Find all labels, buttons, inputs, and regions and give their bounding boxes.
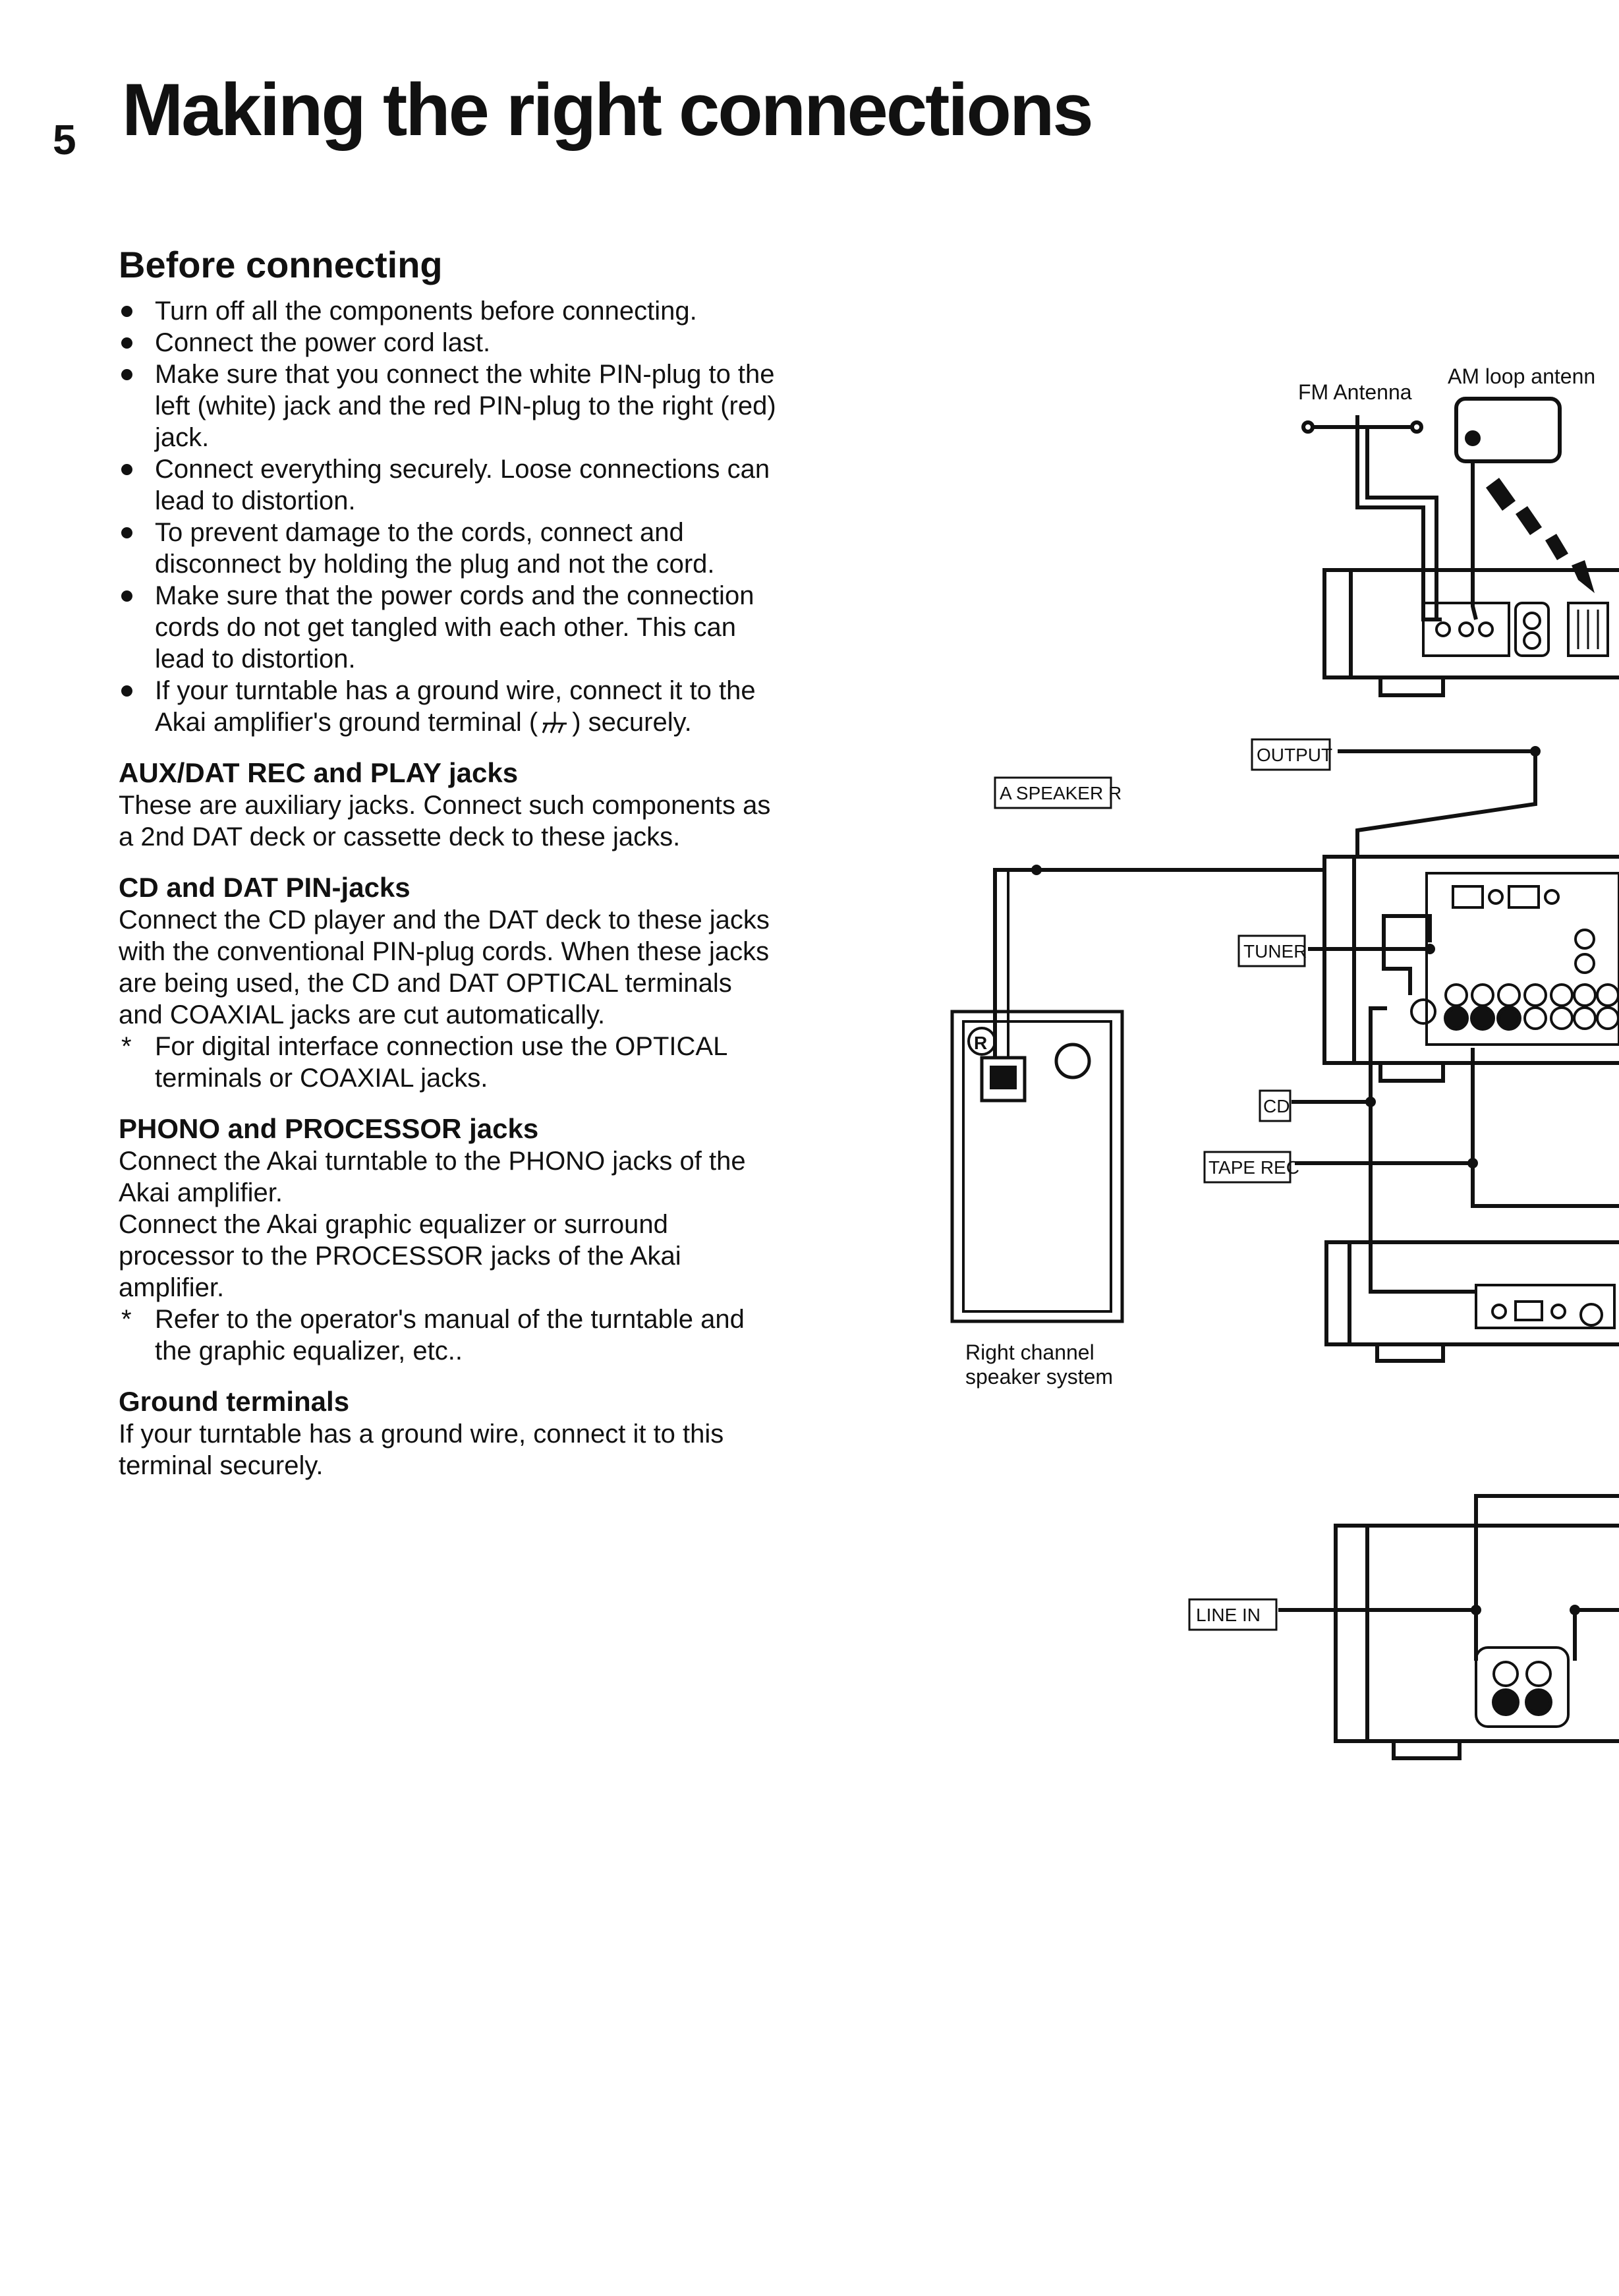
heading-ground-terminals: Ground terminals [119, 1386, 350, 1417]
bullet-item: Connect everything securely. Loose connections can lead to distortion. [119, 453, 778, 517]
heading-aux-dat: AUX/DAT REC and PLAY jacks [119, 757, 519, 788]
page-title: Making the right connections [122, 69, 1092, 151]
paragraph-ground-terminals: If your turntable has a ground wire, connect it to this terminal securely. [119, 1420, 724, 1480]
speaker-terminal-label: A SPEAKER R [1000, 783, 1122, 803]
cd-cable [1292, 1008, 1387, 1102]
heading-cd-dat: CD and DAT PIN-jacks [119, 872, 411, 903]
speaker-r-mark: R [974, 1033, 988, 1053]
am-antenna-label: AM loop antenn [1448, 364, 1596, 388]
bullet-item: To prevent damage to the cords, connect and disconnect by holding the plug and not the cord. [119, 517, 778, 580]
tape-rec-label: TAPE REC [1208, 1157, 1299, 1178]
paragraph-processor: Connect the Akai graphic equalizer or surround processor to the PROCESSOR jacks of the Akai amplifier. [119, 1210, 681, 1302]
paragraph-aux-dat: These are auxiliary jacks. Connect such components as a 2nd DAT deck or cassette deck to these jacks. [119, 791, 771, 851]
page-number: 5 [53, 116, 76, 163]
bullet-item: Make sure that the power cords and the connection cords do not get tangled with each other. This can lead to distortion. [119, 580, 778, 675]
paragraph-cd-dat: Connect the CD player and the DAT deck to these jacks with the conventional PIN-plug cords. When these jacks are being used, the CD and DAT OPTICAL terminals and COAXIAL jacks are cut automatically. [119, 905, 770, 1029]
fm-antenna-label: FM Antenna [1298, 380, 1412, 404]
output-label: OUTPUT [1257, 745, 1333, 765]
line-in-label: LINE IN [1196, 1605, 1261, 1625]
cd-label: CD [1263, 1096, 1290, 1116]
ground-bullet-text-before: If your turntable has a ground wire, connect it to the Akai amplifier's ground terminal ( [155, 676, 756, 737]
ground-bullet-text-after: ) securely. [572, 708, 692, 737]
line-in-cable [1278, 1496, 1619, 1610]
heading-before-connecting: Before connecting [119, 244, 443, 285]
heading-phono-processor: PHONO and PROCESSOR jacks [119, 1113, 539, 1144]
note-item: * Refer to the operator's manual of the turntable and the graphic equalizer, etc.. [119, 1304, 778, 1367]
tape-rec-cable [1295, 1163, 1619, 1206]
note-item: * For digital interface connection use the OPTICAL terminals or COAXIAL jacks. [119, 1031, 778, 1094]
fm-antenna-feed [1357, 415, 1442, 619]
paragraph-phono: Connect the Akai turntable to the PHONO jacks of the Akai amplifier. [119, 1147, 746, 1207]
speaker-cabinet [952, 1012, 1122, 1321]
speaker-caption-line-2: speaker system [965, 1365, 1114, 1389]
bullet-item: Make sure that you connect the white PIN-plug to the left (white) jack and the red PIN-plug to the right (red) jack. [119, 359, 778, 453]
speaker-caption-line-1: Right channel [965, 1340, 1094, 1364]
tuner-label: TUNER [1243, 941, 1307, 961]
output-cable [1338, 751, 1535, 857]
bullet-item: Turn off all the components before connecting. [119, 295, 778, 327]
bullet-item: Connect the power cord last. [119, 327, 778, 359]
am-loop-antenna [1456, 399, 1560, 461]
